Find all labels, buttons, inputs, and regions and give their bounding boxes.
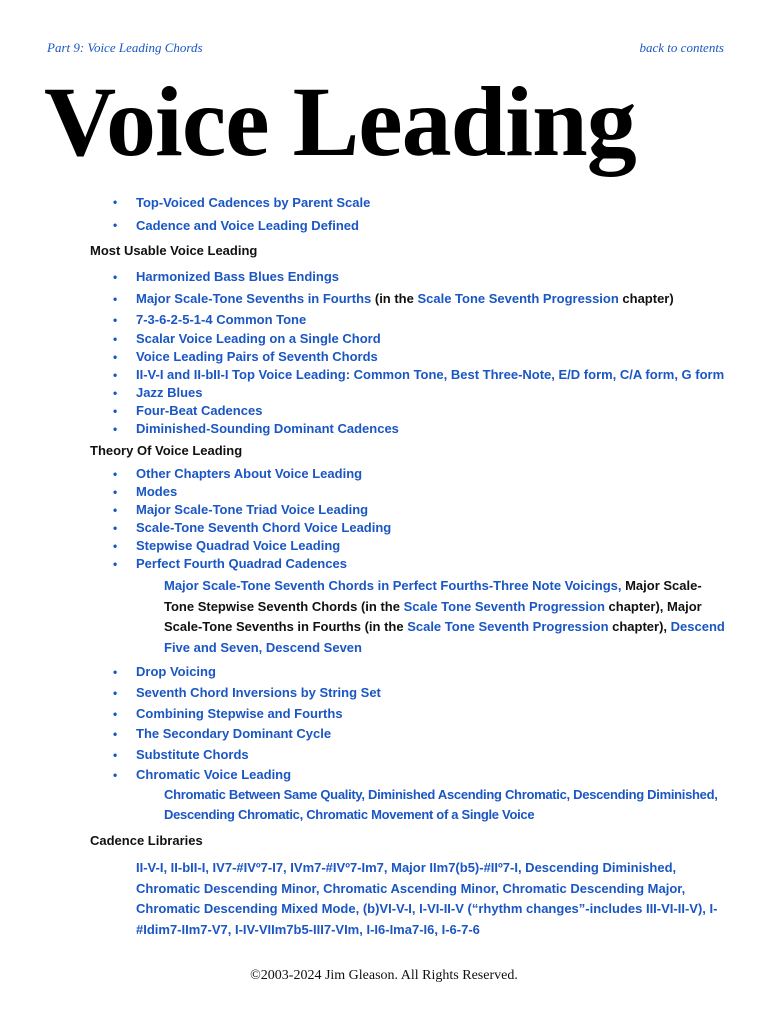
- list-item[interactable]: • Jazz Blues: [113, 385, 203, 400]
- list-item[interactable]: • Scalar Voice Leading on a Single Chord: [113, 331, 381, 346]
- three-note-voicings-link[interactable]: Major Scale-Tone Seventh Chords in Perfect Fourths-Three Note Voicings,: [164, 578, 622, 593]
- bullet-icon: •: [113, 467, 118, 481]
- list-item[interactable]: • Modes: [113, 484, 178, 499]
- bullet-icon: •: [113, 332, 118, 346]
- bullet-icon: •: [113, 292, 118, 306]
- list-item[interactable]: • Top-Voiced Cadences by Parent Scale: [0, 191, 768, 214]
- bullet-icon: •: [113, 665, 118, 679]
- list-item[interactable]: • II-V-I and II-bII-I Top Voice Leading: Common Tone, Best Three-Note, E/D form, C/A form, G form: [113, 367, 725, 382]
- bullet-icon: •: [113, 557, 118, 571]
- list-item[interactable]: • Cadence and Voice Leading Defined: [0, 214, 768, 237]
- bullet-icon: •: [113, 313, 118, 327]
- perfect-fourth-subitems: Major Scale-Tone Seventh Chords in Perfect Fourths-Three Note Voicings, Major Scale-Tone Stepwise Seventh Chords (in the Scale Tone Seventh Progression chapter), Major Scale-Tone Sevenths in Fourths (in the Scale Tone Seventh Progression chapter), Descend Five and Seven, Descend Seven: [164, 578, 725, 655]
- bullet-icon: •: [113, 521, 118, 535]
- bullet-icon: •: [113, 706, 118, 721]
- theory-list-continued: [0, 661, 768, 786]
- scale-tone-progression-link[interactable]: Scale Tone Seventh Progression: [417, 291, 619, 306]
- page-title: Voice Leading: [44, 66, 636, 177]
- sevenths-fourths-link[interactable]: Major Scale-Tone Sevenths in Fourths: [136, 291, 372, 306]
- bullet-icon: •: [113, 350, 118, 364]
- bullet-icon: •: [113, 727, 118, 741]
- list-item[interactable]: • Seventh Chord Inversions by String Set: [0, 683, 768, 704]
- list-item[interactable]: • Major Scale-Tone Triad Voice Leading: [113, 502, 369, 517]
- list-item[interactable]: • Perfect Fourth Quadrad Cadences: [113, 556, 347, 571]
- list-item[interactable]: • Voice Leading Pairs of Seventh Chords: [113, 349, 378, 364]
- back-to-contents-link[interactable]: back to contents: [639, 40, 724, 55]
- list-item[interactable]: • Chromatic Voice Leading: [0, 765, 768, 786]
- bullet-icon: •: [113, 686, 118, 700]
- copyright-footer: ©2003-2024 Jim Gleason. All Rights Reserved.: [250, 968, 518, 983]
- list-item[interactable]: • Major Scale-Tone Sevenths in Fourths (in the Scale Tone Seventh Progression chapter): [0, 288, 768, 310]
- list-item[interactable]: • Harmonized Bass Blues Endings: [0, 266, 768, 288]
- bullet-icon: •: [113, 386, 118, 400]
- list-item[interactable]: • 7-3-6-2-5-1-4 Common Tone: [0, 310, 768, 330]
- list-item[interactable]: • Scale-Tone Seventh Chord Voice Leading: [113, 520, 392, 535]
- bullet-icon: •: [113, 747, 118, 762]
- list-item[interactable]: • Stepwise Quadrad Voice Leading: [113, 538, 341, 553]
- scale-tone-progression-link[interactable]: Scale Tone Seventh Progression: [407, 619, 609, 634]
- list-item[interactable]: • Other Chapters About Voice Leading: [113, 466, 363, 481]
- list-item[interactable]: • Drop Voicing: [0, 661, 768, 683]
- list-item[interactable]: • Four-Beat Cadences: [113, 403, 263, 418]
- bullet-icon: •: [113, 768, 118, 782]
- list-item[interactable]: • Combining Stepwise and Fourths: [0, 704, 768, 725]
- bullet-icon: •: [113, 539, 118, 553]
- bullet-icon: •: [113, 368, 118, 382]
- descend-five-seven-link[interactable]: Descend Five and Seven, Descend Seven: [164, 619, 725, 655]
- chromatic-subitems[interactable]: Chromatic Between Same Quality, Diminished Ascending Chromatic, Descending Diminished, Descending Chromatic, Chromatic Movement of a Single Voice: [164, 787, 718, 822]
- section-heading-cadence-libraries: Cadence Libraries: [90, 833, 203, 848]
- bullet-icon: •: [113, 503, 118, 517]
- scale-tone-progression-link[interactable]: Scale Tone Seventh Progression: [403, 598, 605, 614]
- section-heading-theory: Theory Of Voice Leading: [90, 443, 243, 458]
- bullet-icon: •: [113, 270, 118, 284]
- chapter-label: Part 9: Voice Leading Chords: [47, 40, 203, 55]
- theory-list: [0, 465, 768, 573]
- section-heading-most-usable: Most Usable Voice Leading: [90, 243, 258, 258]
- bullet-icon: •: [113, 485, 118, 499]
- most-usable-list: [0, 266, 768, 438]
- bullet-icon: •: [113, 422, 118, 436]
- intro-list: [0, 191, 768, 237]
- bullet-icon: •: [113, 404, 118, 418]
- bullet-icon: •: [113, 218, 118, 232]
- bullet-icon: •: [113, 195, 118, 209]
- list-item[interactable]: • Substitute Chords: [0, 745, 768, 766]
- list-item[interactable]: • The Secondary Dominant Cycle: [0, 724, 768, 745]
- cadence-library-links[interactable]: II-V-I, II-bII-I, IV7-#IVº7-I7, IVm7-#IVº7-Im7, Major IIm7(b5)-#IIº7-I, Descending Diminished, Chromatic Descending Minor, Chromatic Ascending Minor, Chromatic Descending Major, Chromatic Descending Mixed Mode, (b)VI-V-I, I-VI-II-V (“rhythm changes”-includes III-VI-II-V), I-#Idim7-IIm7-V7, I-IV-VIIm7b5-III7-VIm, I-I6-Ima7-I6, I-6-7-6: [136, 860, 718, 938]
- list-item[interactable]: • Diminished-Sounding Dominant Cadences: [113, 421, 399, 436]
